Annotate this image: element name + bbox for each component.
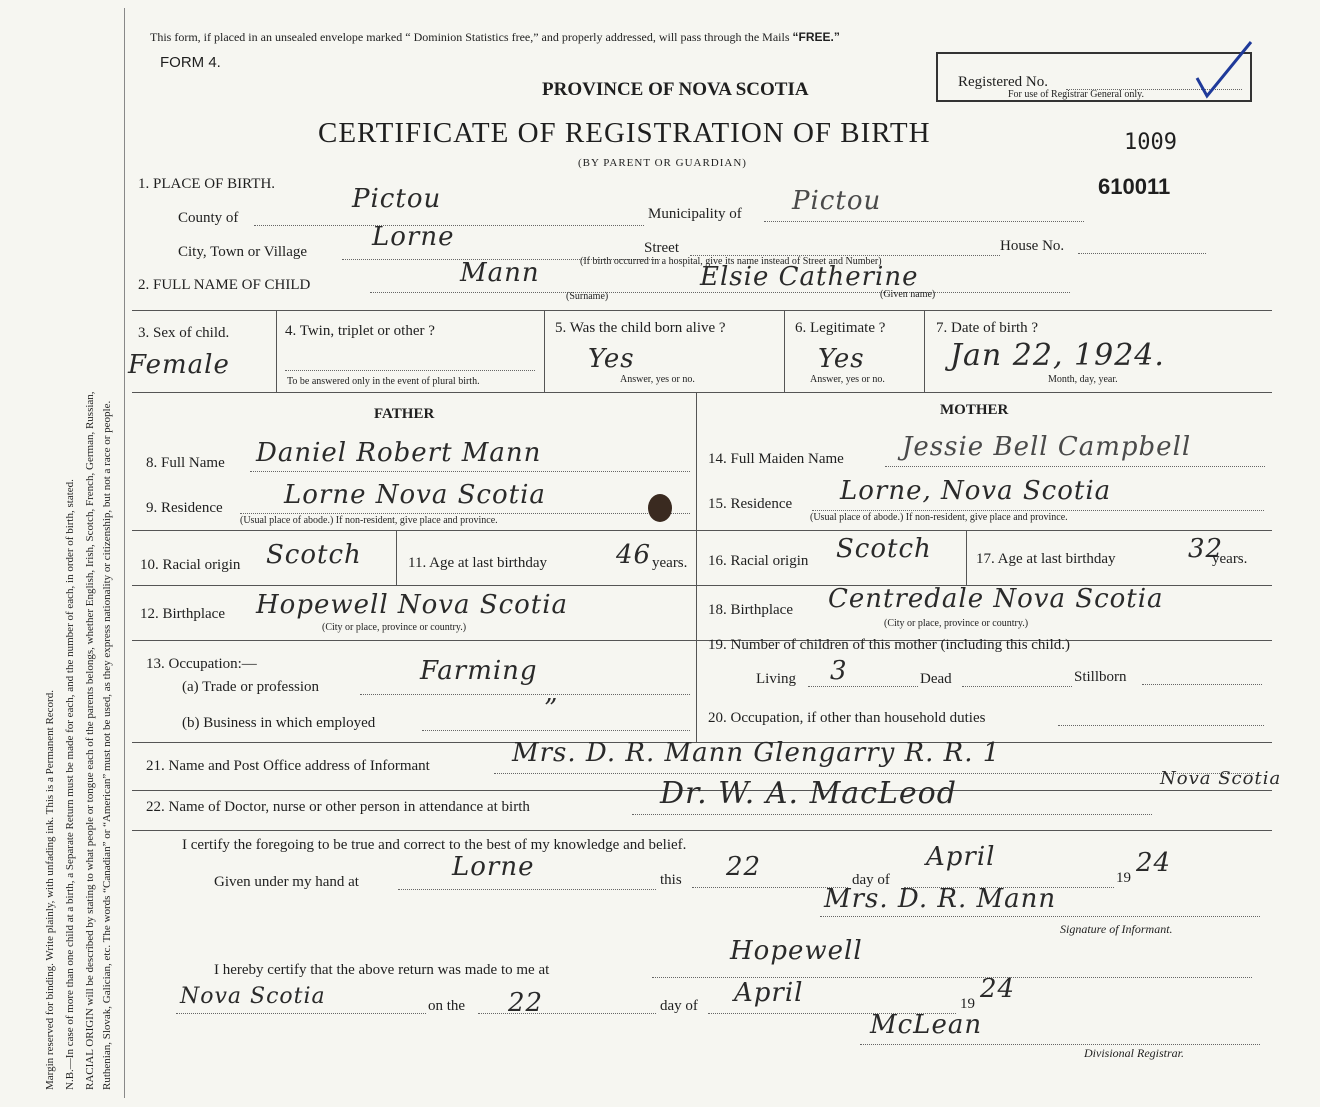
ink-blot bbox=[648, 494, 672, 522]
mother-age-unit: years. bbox=[1212, 551, 1248, 567]
house-no-label: House No. bbox=[1000, 238, 1065, 254]
father-business-line bbox=[422, 730, 690, 731]
father-name-label: 8. Full Name bbox=[146, 455, 225, 471]
mother-age-label: 17. Age at last birthday bbox=[976, 551, 1116, 567]
registered-no-label: Registered No. bbox=[958, 74, 1048, 90]
mother-race-label: 16. Racial origin bbox=[708, 553, 809, 569]
mother-residence-label: 15. Residence bbox=[708, 496, 793, 512]
stillborn-line bbox=[1142, 684, 1262, 685]
sex-value: Female bbox=[128, 350, 230, 380]
province-heading: PROVINCE OF NOVA SCOTIA bbox=[542, 79, 809, 100]
informant-signature-line bbox=[820, 916, 1260, 917]
divider-3-4 bbox=[276, 310, 277, 392]
checkmark-icon bbox=[1195, 40, 1255, 102]
father-residence-value: Lorne Nova Scotia bbox=[284, 480, 546, 510]
father-business-label: (b) Business in which employed bbox=[182, 715, 376, 731]
father-birthplace-label: 12. Birthplace bbox=[140, 606, 225, 622]
city-label: City, Town or Village bbox=[178, 244, 308, 260]
mother-occupation-line bbox=[1058, 725, 1264, 726]
registrar-place-value: Hopewell bbox=[730, 936, 863, 966]
margin-multiple-birth-note: N.B.—In case of more than one child at a birth, a Separate Return must be made for each, and the number of each, in order of birth, stated. bbox=[64, 479, 76, 1090]
mother-birthplace-value: Centredale Nova Scotia bbox=[828, 584, 1164, 614]
row-top-border bbox=[132, 310, 1272, 311]
child-name-label: 2. FULL NAME OF CHILD bbox=[138, 277, 311, 293]
hospital-note: (If birth occurred in a hospital, give its name instead of Street and Number) bbox=[580, 256, 882, 267]
municipality-value: Pictou bbox=[792, 186, 882, 216]
father-trade-value: Farming bbox=[420, 656, 538, 686]
father-name-line bbox=[250, 471, 690, 472]
living-line bbox=[808, 686, 918, 687]
living-label: Living bbox=[756, 671, 796, 687]
registrar-signature: McLean bbox=[870, 1010, 983, 1040]
father-residence-line bbox=[240, 513, 690, 514]
municipality-label: Municipality of bbox=[648, 206, 742, 222]
informant-signature-label: Signature of Informant. bbox=[1060, 922, 1173, 936]
row-bottom-border bbox=[132, 392, 1272, 393]
form-number: FORM 4. bbox=[160, 54, 221, 71]
father-age-label: 11. Age at last birthday bbox=[408, 555, 547, 571]
margin-racial-origin-note: RACIAL ORIGIN will be described by stating to what people or tongue each of the parents belongs, whether English, Irish, Scotch, French, German, Russian, bbox=[84, 391, 96, 1090]
father-business-value: ” bbox=[544, 694, 559, 724]
doctor-label: 22. Name of Doctor, nurse or other person in attendance at birth bbox=[146, 799, 530, 815]
father-race-label: 10. Racial origin bbox=[140, 557, 241, 573]
mother-heading: MOTHER bbox=[940, 402, 1009, 418]
registrar-place-line-2 bbox=[176, 1013, 426, 1014]
mother-children-label: 19. Number of children of this mother (including this child.) bbox=[708, 637, 1071, 653]
this-label: this bbox=[660, 872, 682, 888]
house-no-line bbox=[1078, 253, 1206, 254]
dob-label: 7. Date of birth ? bbox=[936, 320, 1039, 336]
father-age-unit: years. bbox=[652, 555, 688, 571]
sex-label: 3. Sex of child. bbox=[138, 325, 230, 341]
mother-residence-line bbox=[812, 510, 1264, 511]
certify-month-value: April bbox=[926, 842, 996, 872]
given-place-value: Lorne bbox=[452, 852, 535, 882]
row-divider-1 bbox=[132, 530, 1272, 531]
child-surname: Mann bbox=[460, 258, 540, 288]
stillborn-label: Stillborn bbox=[1074, 669, 1127, 685]
divider-4-5 bbox=[544, 310, 545, 392]
street-label: Street bbox=[644, 240, 679, 256]
mother-residence-value: Lorne, Nova Scotia bbox=[840, 476, 1112, 506]
twin-note: To be answered only in the event of plural birth. bbox=[287, 376, 480, 387]
registered-no-note: For use of Registrar General only. bbox=[1008, 89, 1144, 100]
mother-birthplace-note: (City or place, province or country.) bbox=[884, 618, 1029, 629]
city-value: Lorne bbox=[372, 222, 455, 252]
surname-note: (Surname) bbox=[566, 291, 609, 302]
certificate-title: CERTIFICATE OF REGISTRATION OF BIRTH bbox=[318, 117, 931, 149]
divider-6-7 bbox=[924, 310, 925, 392]
alive-value: Yes bbox=[588, 344, 635, 374]
twin-label: 4. Twin, triplet or other ? bbox=[285, 323, 435, 339]
father-trade-label: (a) Trade or profession bbox=[182, 679, 320, 695]
given-place-line bbox=[398, 889, 656, 890]
dead-label: Dead bbox=[920, 671, 952, 687]
registrar-statement: I hereby certify that the above return was made to me at bbox=[214, 962, 550, 978]
row-divider-3 bbox=[132, 640, 1272, 641]
registrar-place-value-2: Nova Scotia bbox=[180, 984, 326, 1009]
informant-value-2: Nova Scotia bbox=[1160, 768, 1282, 789]
dead-line bbox=[962, 686, 1072, 687]
certify-day-value: 22 bbox=[726, 852, 762, 882]
certify-year-prefix: 19 bbox=[1116, 870, 1131, 886]
certify-year-value: 24 bbox=[1136, 848, 1172, 878]
mother-race-value: Scotch bbox=[836, 534, 932, 564]
registrar-signature-label: Divisional Registrar. bbox=[1084, 1046, 1185, 1060]
father-residence-label: 9. Residence bbox=[146, 500, 223, 516]
father-birthplace-value: Hopewell Nova Scotia bbox=[256, 590, 569, 620]
father-occupation-label: 13. Occupation:— bbox=[146, 656, 257, 672]
informant-signature: Mrs. D. R. Mann bbox=[824, 884, 1057, 914]
registrar-month-value: April bbox=[734, 978, 804, 1008]
registrar-day-value: 22 bbox=[508, 988, 544, 1018]
alive-note: Answer, yes or no. bbox=[620, 374, 695, 385]
child-name-line bbox=[370, 292, 1070, 293]
registrar-year-value: 24 bbox=[980, 974, 1016, 1004]
father-age-value: 46 bbox=[616, 540, 652, 570]
doctor-value: Dr. W. A. MacLeod bbox=[660, 776, 957, 811]
row-divider-6 bbox=[132, 830, 1272, 831]
dob-value: Jan 22, 1924. bbox=[950, 338, 1165, 373]
informant-line bbox=[494, 773, 1254, 774]
registrar-year-prefix: 19 bbox=[960, 996, 975, 1012]
twin-line bbox=[285, 370, 535, 371]
certify-statement: I certify the foregoing to be true and correct to the best of my knowledge and belief. bbox=[182, 837, 687, 853]
living-value: 3 bbox=[830, 656, 848, 686]
alive-label: 5. Was the child born alive ? bbox=[555, 320, 726, 336]
legitimate-note: Answer, yes or no. bbox=[810, 374, 885, 385]
informant-value: Mrs. D. R. Mann Glengarry R. R. 1 bbox=[512, 738, 1001, 768]
mother-name-line bbox=[885, 466, 1265, 467]
stamp-number-2: 610011 bbox=[1098, 174, 1171, 199]
informant-label: 21. Name and Post Office address of Informant bbox=[146, 758, 430, 774]
father-residence-note: (Usual place of abode.) If non-resident, give place and province. bbox=[240, 515, 498, 526]
mailing-notice: This form, if placed in an unsealed envelope marked “ Dominion Statistics free,” and properly addressed, will pass through the Mails “FREE.” bbox=[150, 30, 840, 44]
parents-divider bbox=[696, 392, 697, 742]
county-value: Pictou bbox=[352, 184, 442, 214]
county-label: County of bbox=[178, 210, 239, 226]
father-race-value: Scotch bbox=[266, 540, 362, 570]
father-heading: FATHER bbox=[374, 406, 435, 422]
margin-binding-note: Margin reserved for binding. Write plainly, with unfading ink. This is a Permanent Record. bbox=[44, 690, 56, 1090]
father-name-value: Daniel Robert Mann bbox=[256, 438, 542, 468]
dob-note: Month, day, year. bbox=[1048, 374, 1118, 385]
divider-5-6 bbox=[784, 310, 785, 392]
registrar-day-line bbox=[478, 1013, 656, 1014]
margin-line bbox=[124, 8, 125, 1098]
margin-racial-origin-note-2: Ruthenian, Slovak, Galician, etc. The words “Canadian” or “American” must not be used, as they express nationality or citizenship, but not a race or people. bbox=[101, 400, 113, 1090]
place-of-birth-label: 1. PLACE OF BIRTH. bbox=[138, 176, 276, 192]
municipality-line bbox=[764, 221, 1084, 222]
on-the-label: on the bbox=[428, 998, 466, 1014]
doctor-line bbox=[632, 814, 1152, 815]
father-race-age-divider bbox=[396, 530, 397, 585]
mother-race-age-divider bbox=[966, 530, 967, 585]
given-under-label: Given under my hand at bbox=[214, 874, 359, 890]
registrar-day-of-label: day of bbox=[660, 998, 698, 1014]
mother-name-value: Jessie Bell Campbell bbox=[902, 432, 1192, 462]
mother-age-value: 32 bbox=[1188, 534, 1224, 564]
certify-day-of-label: day of bbox=[852, 872, 890, 888]
certificate-subtitle: (BY PARENT OR GUARDIAN) bbox=[578, 157, 747, 169]
child-given-name: Elsie Catherine bbox=[700, 262, 919, 292]
registrar-signature-line bbox=[860, 1044, 1260, 1045]
legitimate-value: Yes bbox=[818, 344, 865, 374]
mother-birthplace-label: 18. Birthplace bbox=[708, 602, 793, 618]
mother-occupation-label: 20. Occupation, if other than household duties bbox=[708, 710, 986, 726]
mother-name-label: 14. Full Maiden Name bbox=[708, 451, 844, 467]
father-birthplace-note: (City or place, province or country.) bbox=[322, 622, 467, 633]
stamp-number-1: 1009 bbox=[1124, 130, 1177, 155]
mother-residence-note: (Usual place of abode.) If non-resident, give place and province. bbox=[810, 512, 1068, 523]
father-trade-line bbox=[360, 694, 690, 695]
given-name-note: (Given name) bbox=[880, 289, 936, 300]
legitimate-label: 6. Legitimate ? bbox=[795, 320, 886, 336]
